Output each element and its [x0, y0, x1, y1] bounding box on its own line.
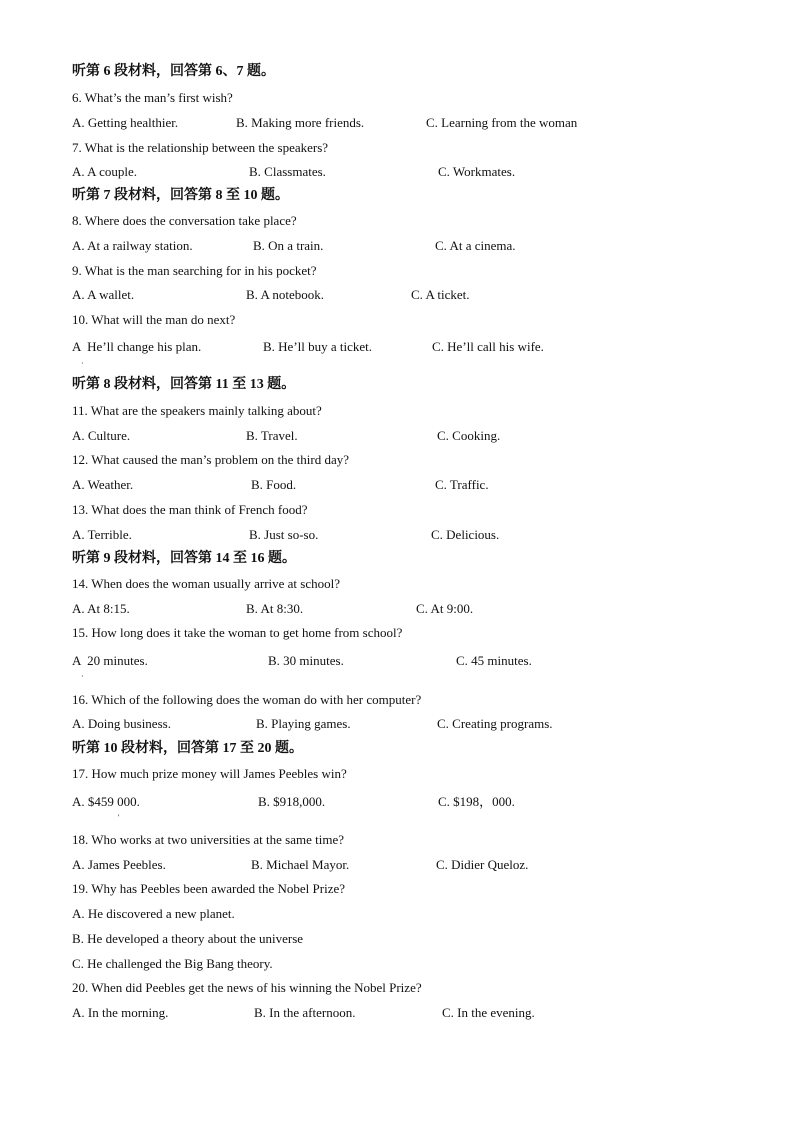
- section-heading: 听第 8 段材料，回答第 11 至 13 题。: [72, 377, 296, 392]
- question-text: 18. Who works at two universities at the same time?: [72, 832, 344, 847]
- option-b: B. A notebook.: [246, 287, 325, 302]
- option-c: C. In the evening.: [442, 1005, 535, 1020]
- option-b: B. 30 minutes.: [268, 653, 344, 668]
- option-a: A 20 minutes.: [72, 653, 148, 668]
- option-a: A. Culture.: [72, 428, 131, 443]
- option-b: B. Making more friends.: [236, 115, 365, 130]
- option-c: C. Learning from the woman: [426, 115, 578, 130]
- option-a: A. Weather.: [72, 477, 134, 492]
- option-b: B. Michael Mayor.: [251, 857, 350, 872]
- section-heading: 听第 7 段材料，回答第 8 至 10 题。: [72, 188, 289, 203]
- option-c: C. Workmates.: [438, 164, 516, 179]
- option-a: A. Getting healthier.: [72, 115, 179, 130]
- option-c: C. Traffic.: [435, 477, 489, 492]
- option-a: A. Terrible.: [72, 527, 132, 542]
- question-text: 12. What caused the man’s problem on the third day?: [72, 452, 350, 467]
- option-a: A. At a railway station.: [72, 238, 193, 253]
- option-a: A. James Peebles.: [72, 857, 166, 872]
- section-heading: 听第 6 段材料，回答第 6、7 题。: [72, 64, 275, 79]
- question-text: 17. How much prize money will James Peebles win?: [72, 766, 347, 781]
- option-a: A. He discovered a new planet.: [72, 906, 235, 921]
- option-a: A He’ll change his plan.: [72, 339, 202, 354]
- option-b: B. Just so-so.: [249, 527, 319, 542]
- option-a: A. $459 000.: [72, 794, 140, 809]
- question-text: 14. When does the woman usually arrive at school?: [72, 576, 340, 591]
- question-text: 13. What does the man think of French food?: [72, 502, 308, 517]
- option-b: B. In the afternoon.: [254, 1005, 356, 1020]
- question-text: 6. What’s the man’s first wish?: [72, 90, 233, 105]
- option-b: B. $918,000.: [258, 794, 326, 809]
- option-c: C. Creating programs.: [437, 716, 553, 731]
- punctuation-mark: ': [118, 813, 120, 822]
- option-a: A. A couple.: [72, 164, 137, 179]
- option-b: B. Playing games.: [256, 716, 351, 731]
- question-text: 11. What are the speakers mainly talking about?: [72, 403, 322, 418]
- option-a: A. In the morning.: [72, 1005, 169, 1020]
- option-c: C. A ticket.: [411, 287, 470, 302]
- option-b: B. He developed a theory about the universe: [72, 931, 304, 946]
- option-c: C. At 9:00.: [416, 601, 474, 616]
- option-b: B. Food.: [251, 477, 297, 492]
- option-a: A. A wallet.: [72, 287, 135, 302]
- option-a: A. At 8:15.: [72, 601, 130, 616]
- option-b: B. On a train.: [253, 238, 324, 253]
- option-c: C. Delicious.: [431, 527, 500, 542]
- question-text: 20. When did Peebles get the news of his winning the Nobel Prize?: [72, 980, 422, 995]
- option-c: C. He’ll call his wife.: [432, 339, 544, 354]
- question-text: 8. Where does the conversation take place?: [72, 213, 297, 228]
- question-text: 7. What is the relationship between the speakers?: [72, 140, 329, 155]
- option-c: C. 45 minutes.: [456, 653, 532, 668]
- option-c: C. At a cinema.: [435, 238, 516, 253]
- question-text: 16. Which of the following does the woman do with her computer?: [72, 692, 422, 707]
- option-b: B. Classmates.: [249, 164, 326, 179]
- section-heading: 听第 10 段材料，回答第 17 至 20 题。: [72, 741, 303, 756]
- punctuation-mark: ·: [81, 672, 84, 681]
- option-b: B. At 8:30.: [246, 601, 304, 616]
- option-c: C. Didier Queloz.: [436, 857, 529, 872]
- question-text: 10. What will the man do next?: [72, 312, 236, 327]
- section-heading: 听第 9 段材料，回答第 14 至 16 题。: [72, 551, 296, 566]
- question-text: 9. What is the man searching for in his pocket?: [72, 263, 317, 278]
- question-text: 19. Why has Peebles been awarded the Nobel Prize?: [72, 881, 346, 896]
- option-c: C. Cooking.: [437, 428, 501, 443]
- option-a: A. Doing business.: [72, 716, 171, 731]
- question-text: 15. How long does it take the woman to get home from school?: [72, 625, 403, 640]
- punctuation-mark: ·: [81, 359, 84, 368]
- option-c: C. He challenged the Big Bang theory.: [72, 956, 273, 971]
- option-c: C. $198，000.: [438, 794, 515, 809]
- option-b: B. He’ll buy a ticket.: [263, 339, 373, 354]
- option-b: B. Travel.: [246, 428, 298, 443]
